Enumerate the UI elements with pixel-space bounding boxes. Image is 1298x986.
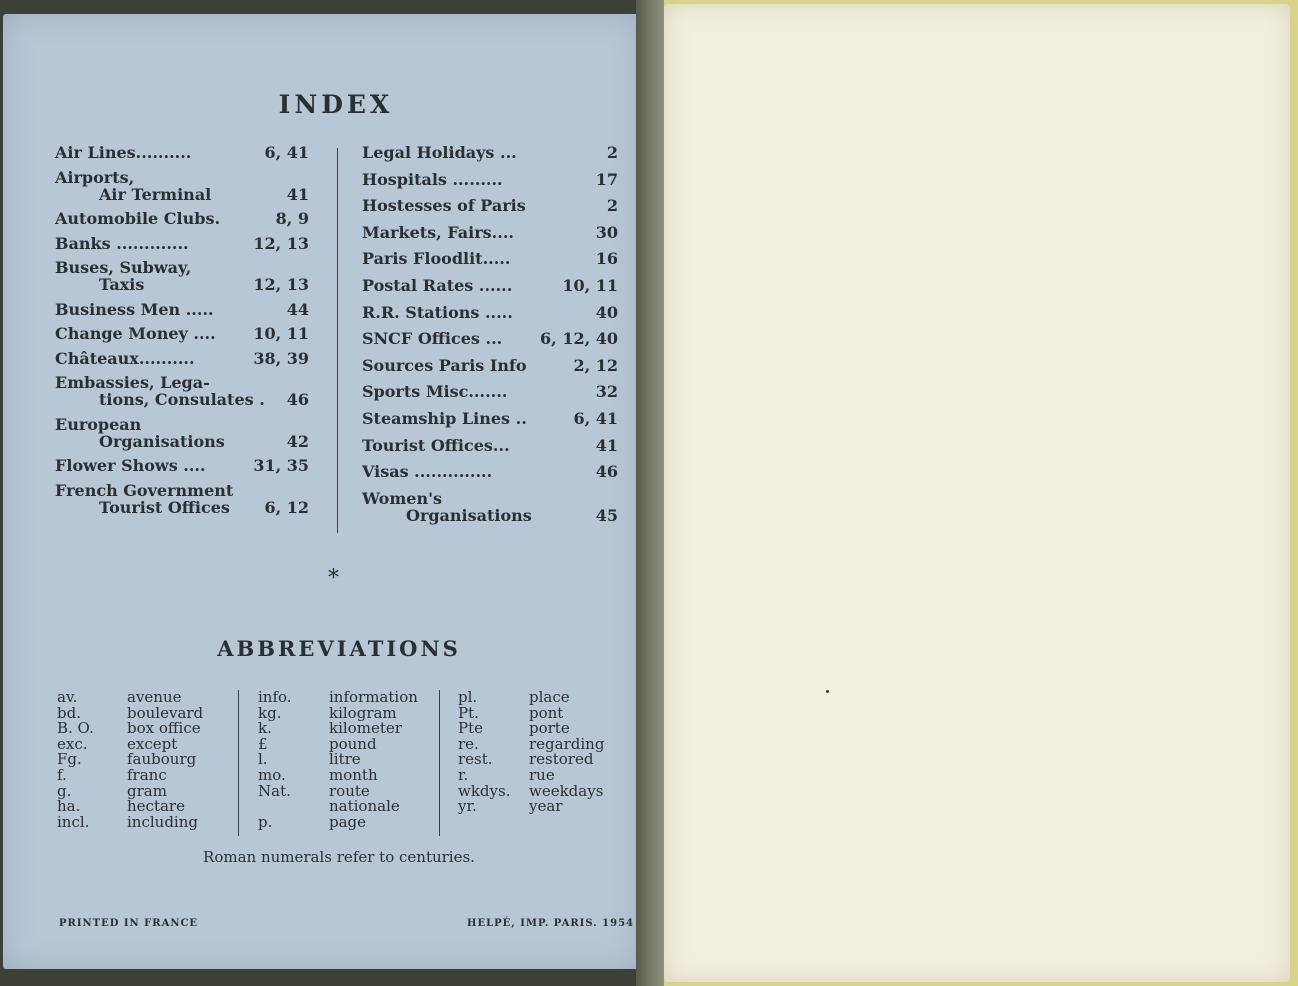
index-entry-pages: 2 — [606, 143, 618, 162]
index-entry-name-continued: Organisations — [99, 431, 225, 451]
index-entry — [55, 169, 309, 203]
abbreviation-meaning: franc — [127, 765, 167, 784]
index-entry — [362, 171, 618, 188]
index-title: INDEX — [278, 90, 394, 119]
index-entry — [362, 357, 618, 374]
abbreviation-meaning: litre — [329, 750, 361, 769]
index-entry-pages: 12, 13 — [253, 275, 309, 294]
abbreviation-meaning: month — [329, 765, 378, 784]
index-entry-pages: 2 — [606, 196, 618, 216]
index-entry-name: Buses, Subway, — [55, 258, 192, 277]
index-entry-pages: 46 — [595, 462, 618, 482]
abbreviation-term: bd. — [57, 703, 81, 722]
index-entry-name: Women's — [362, 488, 442, 508]
abbreviation-term: re. — [458, 734, 479, 753]
index-entry-pages: 16 — [595, 249, 618, 269]
abbreviation-term: k. — [258, 719, 272, 738]
index-entry-name: Markets, Fairs.... — [362, 222, 514, 242]
index-entry-pages: 6, 41 — [573, 408, 618, 428]
index-entry-pages: 6, 41 — [264, 143, 309, 162]
index-entry-name: Steamship Lines .. — [362, 408, 527, 428]
abbreviation-term: Nat. — [258, 781, 291, 800]
abbreviation-term: pl. — [458, 688, 478, 706]
printed-in-france: PRINTED IN FRANCE — [59, 918, 199, 929]
index-entry — [55, 301, 309, 318]
index-entry — [362, 410, 618, 427]
index-entry-name: Postal Rates ...... — [362, 275, 513, 295]
abbreviation-term: wkdys. — [458, 781, 511, 800]
index-entry-name: Tourist Offices... — [362, 435, 510, 455]
index-entry-name: Sources Paris Info — [362, 355, 527, 375]
abbreviation-meaning: route — [329, 781, 370, 800]
index-entry-pages: 41 — [286, 184, 309, 204]
index-entry-pages: 45 — [595, 505, 618, 525]
abbreviation-term: mo. — [258, 765, 286, 784]
abbreviation-meaning: box office — [127, 719, 201, 738]
abbreviation-term: av. — [57, 688, 78, 706]
index-entry-name: Embassies, Lega- — [55, 373, 210, 392]
abbreviation-term: kg. — [258, 703, 282, 722]
abbreviation-meaning: regarding — [529, 734, 605, 753]
abbreviation-meaning: place — [529, 688, 570, 706]
abbreviation-meaning: hectare — [127, 797, 185, 816]
abbreviation-meaning: pound — [329, 734, 377, 753]
index-entry-pages: 12, 13 — [253, 233, 309, 253]
index-entry-pages: 8, 9 — [275, 209, 309, 228]
index-column-divider — [337, 148, 338, 533]
abbreviation-term: l. — [258, 750, 268, 769]
abbreviation-term: Pt. — [458, 703, 479, 722]
index-entry-pages: 38, 39 — [253, 348, 309, 368]
abbreviation-term: incl. — [57, 812, 90, 831]
index-entry — [55, 144, 309, 161]
index-entry — [362, 250, 618, 267]
abbreviation-term: g. — [57, 781, 72, 800]
abbreviation-meaning: faubourg — [127, 750, 197, 769]
abbreviation-meaning: restored — [529, 750, 594, 769]
abbreviation-meaning: information — [329, 688, 418, 706]
index-entry-name: Sports Misc....... — [362, 382, 508, 402]
index-entry-name: Change Money .... — [55, 324, 216, 343]
abbreviation-meaning: gram — [127, 781, 167, 800]
right-page-blank — [664, 4, 1290, 982]
index-entry-pages: 40 — [595, 302, 618, 322]
index-entry-name: R.R. Stations ..... — [362, 302, 513, 322]
index-entry — [55, 325, 309, 342]
abbreviation-term: r. — [458, 765, 469, 784]
index-entry-name: Visas .............. — [362, 462, 493, 482]
abbreviation-meaning: including — [127, 812, 198, 831]
abbreviation-meaning: rue — [529, 765, 555, 784]
index-entry-pages: 6, 12 — [264, 497, 309, 517]
index-entry — [55, 235, 309, 252]
abbreviation-meaning: kilogram — [329, 703, 397, 722]
abbreviation-term: £ — [258, 734, 268, 753]
index-entry-pages: 46 — [286, 390, 309, 409]
index-entry-pages: 41 — [595, 435, 618, 455]
abbreviation-term: Pte — [458, 719, 483, 738]
abbreviation-term: yr. — [458, 797, 477, 816]
index-entry-name: French Government — [55, 480, 234, 500]
index-entry-name: Automobile Clubs. — [55, 209, 221, 228]
abbreviation-term: p. — [258, 812, 273, 831]
index-entry — [362, 383, 618, 400]
abbreviation-term: f. — [57, 765, 67, 784]
index-entry-pages: 32 — [595, 382, 618, 402]
index-entry-pages: 6, 12, 40 — [540, 329, 618, 349]
index-entry — [55, 350, 309, 367]
index-entry — [362, 463, 618, 480]
index-entry-name: Air Lines.......... — [55, 143, 192, 162]
abbreviation-term: rest. — [458, 750, 493, 769]
index-entry — [362, 330, 618, 347]
abbreviation-meaning: weekdays — [529, 781, 604, 800]
abbreviation-term: B. O. — [57, 719, 94, 738]
index-entry — [362, 304, 618, 321]
abbreviation-term: exc. — [57, 734, 88, 753]
index-entry-name-continued: Taxis — [99, 275, 145, 294]
abbreviations-title: ABBREVIATIONS — [217, 636, 461, 661]
index-entry-name: Banks ............. — [55, 233, 189, 253]
abbreviation-meaning: page — [329, 812, 367, 831]
index-entry-name-continued: Organisations — [406, 505, 532, 525]
index-entry — [55, 416, 309, 450]
abbreviations-divider — [439, 690, 440, 836]
index-entry — [55, 210, 309, 227]
index-entry — [55, 457, 309, 474]
index-entry — [362, 197, 618, 214]
index-entry-name: Legal Holidays ... — [362, 143, 517, 162]
abbreviation-meaning: nationale — [329, 797, 400, 816]
index-entry-pages: 2, 12 — [573, 355, 618, 375]
printer-imprint: HELPÉ, IMP. PARIS. 1954 — [467, 918, 634, 929]
index-entry-name: Paris Floodlit..... — [362, 249, 511, 269]
abbreviation-meaning: porte — [529, 719, 570, 738]
index-right-column — [362, 144, 618, 533]
index-entry-pages: 10, 11 — [253, 324, 309, 343]
abbreviation-meaning: pont — [529, 703, 564, 722]
abbreviation-term: ha. — [57, 797, 81, 816]
index-entry-name: Châteaux.......... — [55, 348, 195, 368]
abbreviation-meaning: except — [127, 734, 178, 753]
index-entry — [55, 374, 309, 408]
index-entry-name: Airports, — [55, 167, 135, 187]
abbreviations-divider — [238, 690, 239, 836]
index-entry-name-continued: Air Terminal — [99, 184, 212, 204]
section-separator-star: * — [328, 566, 339, 591]
index-entry-name: Flower Shows .... — [55, 456, 206, 475]
paper-speck — [826, 690, 829, 693]
abbreviation-meaning: boulevard — [127, 703, 204, 722]
index-left-column — [55, 144, 309, 523]
index-entry-pages: 31, 35 — [253, 456, 309, 475]
abbreviation-meaning: year — [529, 797, 563, 816]
index-entry-name: European — [55, 414, 142, 434]
index-entry-name-continued: tions, Consulates . — [99, 390, 265, 409]
index-entry — [362, 490, 618, 524]
index-entry-name: Hostesses of Paris — [362, 196, 526, 216]
index-entry-pages: 10, 11 — [562, 275, 618, 295]
index-entry — [362, 144, 618, 161]
index-entry — [362, 224, 618, 241]
index-entry-name: SNCF Offices ... — [362, 329, 503, 349]
abbreviation-meaning: avenue — [127, 688, 182, 706]
index-entry-name-continued: Tourist Offices — [99, 497, 230, 517]
abbreviation-term: Fg. — [57, 750, 82, 769]
abbreviation-meaning: kilometer — [329, 719, 402, 738]
index-entry-pages: 30 — [595, 222, 618, 242]
index-entry-pages: 17 — [595, 169, 618, 189]
index-entry-name: Business Men ..... — [55, 299, 214, 319]
index-entry-pages: 42 — [286, 431, 309, 451]
index-entry-name: Hospitals ......... — [362, 169, 503, 189]
book-spine — [636, 0, 664, 986]
abbreviation-term: info. — [258, 688, 292, 706]
index-entry-pages: 44 — [286, 299, 309, 319]
index-entry — [362, 437, 618, 454]
roman-numerals-note: Roman numerals refer to centuries. — [203, 848, 475, 866]
index-entry — [55, 482, 309, 516]
index-entry — [362, 277, 618, 294]
index-entry — [55, 259, 309, 293]
